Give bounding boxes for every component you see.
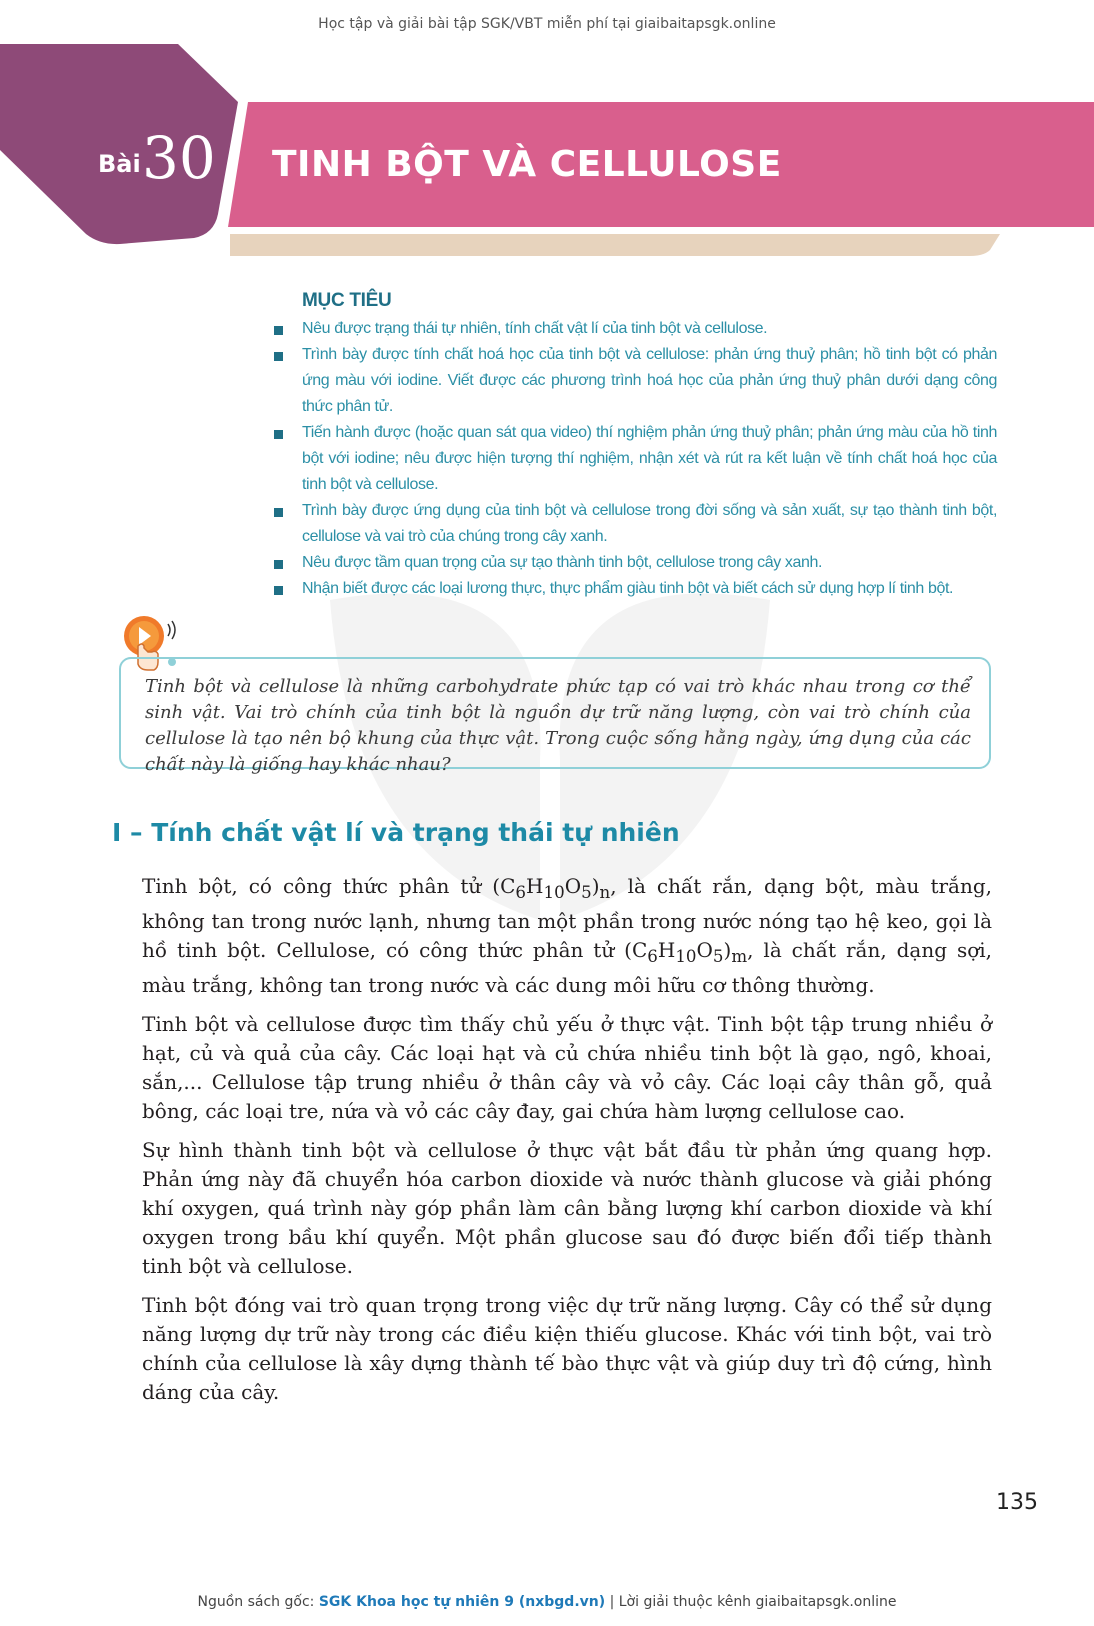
intro-box xyxy=(119,657,991,775)
objective-item: Nêu được tầm quan trọng của sự tạo thành tinh bột, cellulose trong cây xanh. xyxy=(272,550,997,576)
objective-item: Trình bày được tính chất hoá học của tinh bột và cellulose: phản ứng thuỷ phân; hồ tinh bột có phản ứng màu với iodine. Viết được các phương trình hoá học của phản ứng thuỷ phân dưới dạng công thức phân tử. xyxy=(272,342,997,420)
objective-item: Nhận biết được các loại lương thực, thực phẩm giàu tinh bột và biết cách sử dụng hợp lí tinh bột. xyxy=(272,576,997,602)
objectives-title: MỤC TIÊU xyxy=(302,290,392,311)
lesson-header xyxy=(0,44,1094,274)
footer-suffix: | Lời giải thuộc kênh giaibaitapsgk.online xyxy=(605,1594,897,1610)
paragraph: Tinh bột đóng vai trò quan trọng trong việc dự trữ năng lượng. Cây có thể sử dụng năng lượng dự trữ này trong các điều kiện thiếu glucose. Khác với tinh bột, vai trò chính của cellulose là xây dựng thành tế bào thực vật và giúp duy trì độ cứng, hình dáng của cây. xyxy=(142,1293,992,1404)
lesson-title: TINH BỘT VÀ CELLULOSE xyxy=(272,144,782,185)
paragraph: Tinh bột và cellulose được tìm thấy chủ yếu ở thực vật. Tinh bột tập trung nhiều ở hạt, củ và quả của cây. Các loại hạt và củ chứa nhiều tinh bột là gạo, ngô, khoai, sắn,... Cellulose tập trung nhiều ở thân cây và vỏ cây. Các loại cây thân gỗ, quả bông, các loại tre, nứa và vỏ các cây đay, gai chứa hàm lượng cellulose cao. xyxy=(142,1012,992,1123)
footer xyxy=(0,1594,1094,1610)
section-body xyxy=(142,872,992,1417)
paragraph: Tinh bột, có công thức phân tử $(C_6H_{10}O_5)_n$, là chất rắn, dạng bột, màu trắng, không tan trong nước lạnh, nhưng tan một phần trong nước nóng tạo hệ keo, gọi là hồ tinh bột. Cellulose, có công thức phân tử $(C_6H_{10}O_5)_m$, là chất rắn, dạng sợi, màu trắng, không tan trong nước và các dung môi hữu cơ thông thường. xyxy=(142,874,993,997)
lesson-word: Bài xyxy=(98,150,141,178)
objective-item: Nêu được trạng thái tự nhiên, tính chất vật lí của tinh bột và cellulose. xyxy=(272,316,997,342)
objective-item: Trình bày được ứng dụng của tinh bột và cellulose trong đời sống và sản xuất, sự tạo thành tinh bột, cellulose và vai trò của chúng trong cây xanh. xyxy=(272,498,997,550)
objectives xyxy=(272,290,997,602)
objectives-list xyxy=(272,316,997,602)
intro-text: Tinh bột và cellulose là những carbohydrate phức tạp có vai trò khác nhau trong cơ thể sinh vật. Vai trò chính của tinh bột là nguồn dự trữ năng lượng, còn vai trò chính của cellulose là tạo nên bộ khung của thực vật. Trong cuộc sống hằng ngày, ứng dụng của các chất này là giống hay khác nhau? xyxy=(145,676,971,775)
footer-prefix: Nguồn sách gốc: xyxy=(197,1594,319,1610)
objective-item: Tiến hành được (hoặc quan sát qua video) thí nghiệm phản ứng thuỷ phân; phản ứng màu của hồ tinh bột với iodine; nêu được hiện tượng thí nghiệm, nhận xét và rút ra kết luận về tính chất hoá học của tinh bột và cellulose. xyxy=(272,420,997,498)
footer-source-link[interactable]: SGK Khoa học tự nhiên 9 (nxbgd.vn) xyxy=(318,1594,606,1610)
page-number: 135 xyxy=(996,1490,1038,1515)
section-title: I – Tính chất vật lí và trạng thái tự nhiên xyxy=(112,818,680,847)
top-note: Học tập và giải bài tập SGK/VBT miễn phí tại giaibaitapsgk.online xyxy=(318,16,776,32)
lesson-number: 30 xyxy=(142,124,216,192)
paragraph: Sự hình thành tinh bột và cellulose ở thực vật bắt đầu từ phản ứng quang hợp. Phản ứng này đã chuyển hóa carbon dioxide và nước thành glucose và giải phóng khí oxygen, quá trình này góp phần làm cân bằng lượng khí carbon dioxide và khí oxygen trong bầu khí quyển. Một phần glucose sau đó được biến đổi tiếp thành tinh bột và cellulose. xyxy=(142,1138,992,1278)
